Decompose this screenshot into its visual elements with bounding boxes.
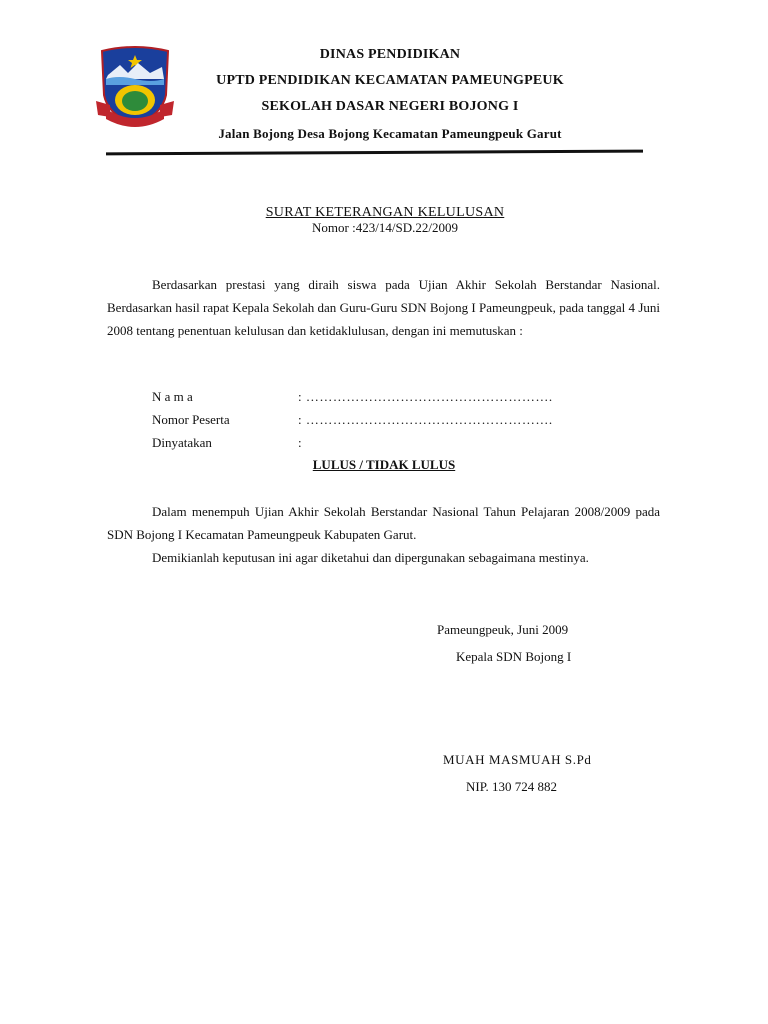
verdict: LULUS / TIDAK LULUS	[312, 457, 456, 472]
document-title: SURAT KETERANGAN KELULUSAN	[265, 205, 505, 220]
field-value-nama: : ……………………………………………….	[298, 389, 553, 404]
signature-name: MUAH MASMUAH S.Pd	[443, 752, 592, 767]
header-address: Jalan Bojong Desa Bojong Kecamatan Pameungpeuk Garut	[218, 126, 562, 141]
paragraph-2: Dalam menempuh Ujian Akhir Sekolah Berstandar Nasional Tahun Pelajaran 2008/2009 pada SDN Bojong I Kecamatan Pameungpeuk Kabupaten Garut.	[107, 504, 660, 542]
signature-position: Kepala SDN Bojong I	[456, 649, 572, 664]
document-number: Nomor :423/14/SD.22/2009	[312, 220, 458, 235]
header-line-3: SEKOLAH DASAR NEGERI BOJONG I	[261, 99, 519, 114]
regency-logo	[94, 45, 176, 131]
field-label-nama: N a m a	[152, 389, 193, 404]
field-value-nomor-peserta: : ……………………………………………….	[298, 412, 553, 427]
signature-place-date: Pameungpeuk, Juni 2009	[437, 622, 569, 637]
field-label-nomor-peserta: Nomor Peserta	[152, 412, 230, 427]
header-divider	[106, 150, 643, 156]
header-line-2: UPTD PENDIDIKAN KECAMATAN PAMEUNGPEUK	[216, 73, 564, 88]
signature-nip: NIP. 130 724 882	[466, 779, 558, 794]
paragraph-3: Demikianlah keputusan ini agar diketahui dan dipergunakan sebagaimana mestinya.	[152, 550, 589, 565]
header-line-1: DINAS PENDIDIKAN	[319, 47, 461, 62]
field-value-dinyatakan: :	[298, 435, 303, 450]
paragraph-1: Berdasarkan prestasi yang diraih siswa pada Ujian Akhir Sekolah Berstandar Nasional. Berdasarkan hasil rapat Kepala Sekolah dan Guru-Guru SDN Bojong I Pameungpeuk, pada tanggal 4 Juni 2008 tentang penentuan kelulusan dan ketidaklulusan, dengan ini memutuskan :	[107, 277, 660, 338]
field-label-dinyatakan: Dinyatakan	[152, 435, 212, 450]
